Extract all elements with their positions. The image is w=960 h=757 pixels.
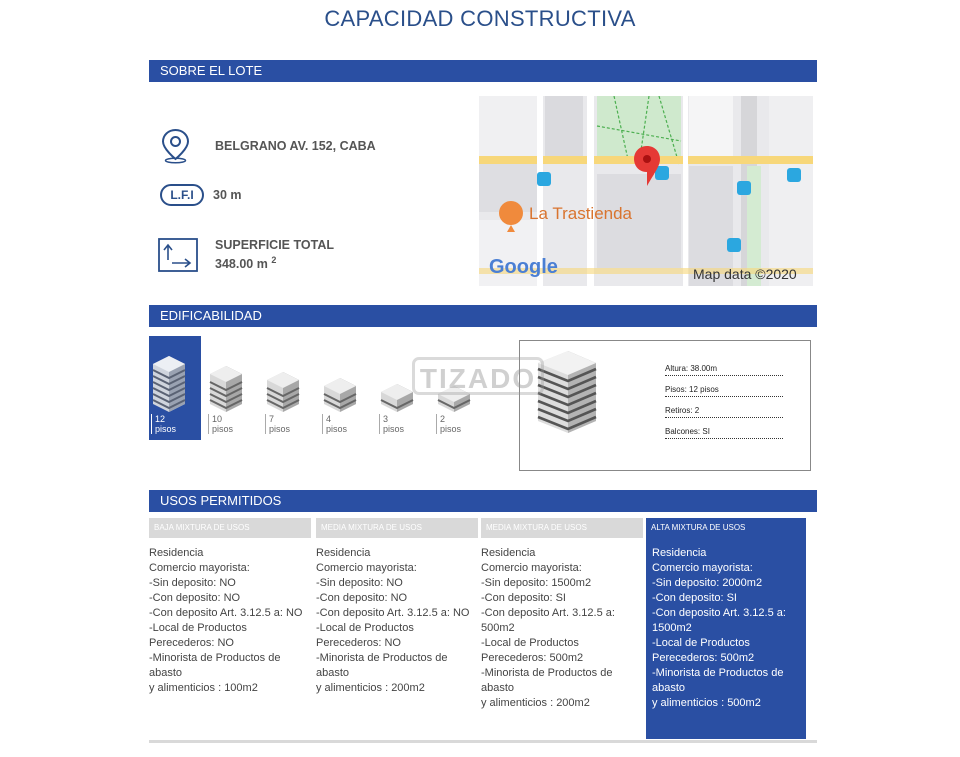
usos-line: abasto (481, 682, 515, 694)
location-pin-icon (158, 128, 193, 164)
usos-line: -Con deposito Art. 3.12.5 a: NO (316, 607, 470, 619)
building-floors: 10 (212, 414, 223, 424)
building-option-label (436, 414, 461, 434)
usos-line: y alimenticios : 500m2 (652, 697, 761, 709)
building-option-label (379, 414, 404, 434)
building-option-7[interactable] (263, 336, 315, 440)
usos-line: Comercio mayorista: (481, 562, 582, 574)
building-unit: pisos (269, 424, 291, 434)
usos-line: -Minorista de Productos de (149, 652, 281, 664)
usos-line: -Minorista de Productos de (316, 652, 448, 664)
surface-unit: 2 (271, 255, 277, 265)
usos-line: Comercio mayorista: (652, 562, 753, 574)
location-map[interactable] (479, 96, 813, 286)
surface-value: 348.00 m (215, 257, 268, 272)
building-unit: pisos (440, 424, 462, 434)
building-icon (263, 336, 315, 414)
building-option-label (322, 414, 347, 434)
usos-column-alta (646, 518, 806, 739)
building-option-label (265, 414, 290, 434)
usos-line: -Minorista de Productos de (481, 667, 613, 679)
usos-line: -Local de Productos (149, 622, 247, 634)
usos-column-body (481, 538, 643, 711)
usos-column-body (316, 538, 478, 696)
usos-line: -Sin deposito: 2000m2 (652, 577, 763, 589)
usos-column-title: MEDIA MIXTURA DE USOS (316, 518, 478, 538)
building-detail-panel (519, 340, 811, 471)
lfi-row (158, 184, 242, 206)
map-google-logo: Google (489, 256, 558, 278)
page-title: CAPACIDAD CONSTRUCTIVA (324, 6, 636, 31)
building-unit: pisos (383, 424, 405, 434)
building-floors: 3 (383, 414, 389, 424)
usos-line: -Local de Productos (652, 637, 750, 649)
usos-line: Residencia (481, 547, 536, 559)
usos-line: abasto (316, 667, 350, 679)
usos-line: Perecederos: NO (316, 637, 401, 649)
building-unit: pisos (212, 424, 234, 434)
usos-column-title: BAJA MIXTURA DE USOS (149, 518, 311, 538)
surface-value-line (215, 253, 334, 272)
usos-line: -Minorista de Productos de (652, 667, 784, 679)
lfi-badge-text: L.F.I (170, 188, 194, 202)
usos-line: Residencia (149, 547, 204, 559)
usos-column-body (149, 538, 311, 696)
spec-balcones: Balcones: SI (665, 427, 783, 439)
usos-line: y alimenticios : 100m2 (149, 682, 258, 694)
usos-column-baja (149, 518, 311, 696)
usos-line: Residencia (652, 547, 707, 559)
spec-pisos: Pisos: 12 pisos (665, 385, 783, 397)
usos-column-media-1 (316, 518, 478, 696)
usos-line: -Sin deposito: 1500m2 (481, 577, 592, 589)
usos-line: -Sin deposito: NO (149, 577, 236, 589)
usos-line: 500m2 (481, 622, 515, 634)
building-icon (320, 336, 372, 414)
usos-line: -Local de Productos (481, 637, 579, 649)
surface-text (215, 238, 334, 272)
usos-line: -Con deposito: NO (149, 592, 241, 604)
map-place-label: La Trastienda (529, 204, 633, 223)
map-attribution: Map data ©2020 (693, 266, 797, 282)
section-header-edificabilidad: EDIFICABILIDAD (149, 305, 817, 327)
usos-line: y alimenticios : 200m2 (481, 697, 590, 709)
spec-retiros: Retiros: 2 (665, 406, 783, 418)
watermark-logo: TIZADO (412, 357, 544, 395)
building-option-4[interactable] (320, 336, 372, 440)
usos-column-title: ALTA MIXTURA DE USOS (646, 518, 806, 538)
usos-line: Perecederos: 500m2 (652, 652, 755, 664)
building-floors: 7 (269, 414, 275, 424)
usos-line: 1500m2 (652, 622, 692, 634)
spec-altura: Altura: 38.00m (665, 364, 783, 376)
usos-line: -Con deposito Art. 3.12.5 a: NO (149, 607, 303, 619)
building-floors: 2 (440, 414, 446, 424)
lfi-value: 30 m (213, 187, 242, 202)
building-option-label (151, 414, 176, 434)
building-option-label (208, 414, 233, 434)
usos-line: abasto (652, 682, 686, 694)
footer-divider (149, 740, 817, 743)
usos-column-title: MEDIA MIXTURA DE USOS (481, 518, 643, 538)
usos-line: Perecederos: 500m2 (481, 652, 584, 664)
address-row (158, 128, 376, 164)
area-arrows-icon (158, 238, 198, 272)
usos-line: y alimenticios : 200m2 (316, 682, 425, 694)
section-header-usos: USOS PERMITIDOS (149, 490, 817, 512)
building-icon (149, 336, 201, 414)
building-icon (206, 336, 258, 414)
usos-line: -Local de Productos (316, 622, 414, 634)
building-unit: pisos (326, 424, 348, 434)
usos-line: Residencia (316, 547, 371, 559)
usos-line: -Con deposito: NO (316, 592, 408, 604)
usos-line: Comercio mayorista: (149, 562, 250, 574)
usos-line: -Con deposito Art. 3.12.5 a: (481, 607, 615, 619)
building-option-12[interactable] (149, 336, 201, 440)
building-option-10[interactable] (206, 336, 258, 440)
usos-line: Perecederos: NO (149, 637, 234, 649)
usos-line: -Sin deposito: NO (316, 577, 403, 589)
usos-line: abasto (149, 667, 183, 679)
building-floors: 12 (155, 414, 166, 424)
surface-label: SUPERFICIE TOTAL (215, 238, 334, 252)
surface-row (158, 238, 334, 272)
lfi-badge-icon (160, 184, 204, 206)
usos-line: Comercio mayorista: (316, 562, 417, 574)
usos-column-media-2 (481, 518, 643, 711)
address-text: BELGRANO AV. 152, CABA (215, 138, 376, 153)
usos-line: -Con deposito: SI (481, 592, 566, 604)
building-floors: 4 (326, 414, 332, 424)
usos-line: -Con deposito: SI (652, 592, 737, 604)
usos-line: -Con deposito Art. 3.12.5 a: (652, 607, 786, 619)
usos-column-body (646, 538, 806, 739)
section-header-lote: SOBRE EL LOTE (149, 60, 817, 82)
building-unit: pisos (155, 424, 177, 434)
